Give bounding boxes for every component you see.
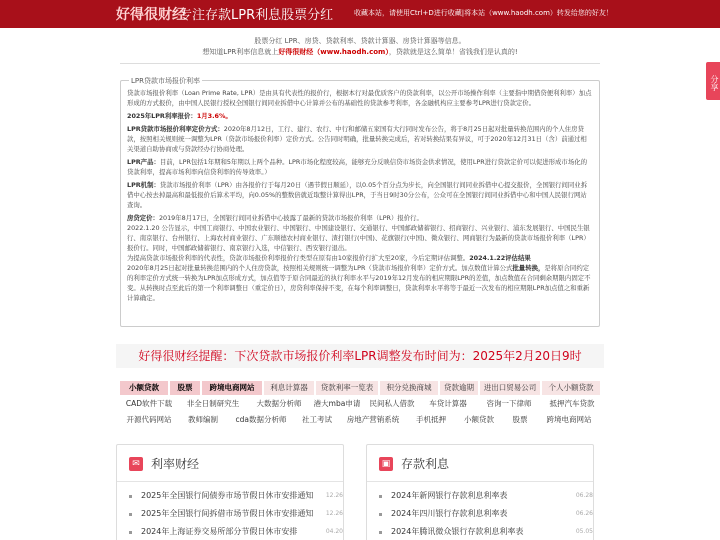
link-item[interactable]: 非全日制研究生 bbox=[186, 399, 240, 408]
rate-value: 1月3.6%。 bbox=[196, 112, 232, 120]
list-item[interactable] bbox=[379, 487, 593, 505]
intro-line-2 bbox=[120, 47, 600, 58]
article-paragraph bbox=[127, 111, 593, 121]
news-title[interactable]: 2025年全国银行间拆借市场节假日休市安排通知 bbox=[141, 509, 314, 518]
link-item[interactable]: 小额贷款 bbox=[464, 415, 494, 424]
link-item[interactable]: 手机抵押 bbox=[416, 415, 446, 424]
rate-icon: ✉ bbox=[129, 457, 143, 471]
link-item[interactable]: cda数据分析师 bbox=[235, 415, 287, 424]
top-header-bar bbox=[0, 0, 720, 28]
link-item[interactable]: 跨境电商网站 bbox=[546, 415, 592, 424]
link-item[interactable]: 教师编制 bbox=[188, 415, 218, 424]
intro-site-link[interactable]: 好得很财经（www.haodh.com） bbox=[278, 48, 389, 56]
quoting-bank-text: 为提高贷款市场报价利率的代表性，贷款市场报价利率报价行类型在原有由10家报价行扩大至20家，今后定期评估调整。 bbox=[127, 254, 470, 262]
pricing-label: LPR贷款市场报价利率定价方式： bbox=[127, 125, 224, 133]
lpr-release-reminder: 好得很财经提醒：下次贷款市场报价利率LPR调整发布时间为：2025年2月20日9时 bbox=[116, 344, 604, 368]
link-item[interactable]: 房地产营销系统 bbox=[346, 415, 400, 424]
link-item[interactable]: 跨境电商网站 bbox=[202, 381, 262, 395]
link-item[interactable]: 咨询一下律师 bbox=[486, 399, 532, 408]
bullet-icon bbox=[129, 513, 132, 516]
article-paragraph: 2022.1.20 公告显示，中国工商银行、中国农业银行、中国银行、中国建设银行、交通银行、中国邮政储蓄银行、招商银行、兴业银行、浦东发展银行、中国民生银行、南京银行、台州银行、上海农村商业银行、广东顺德农村商业银行、渣打银行(中国)、花旗银行(中国)、微众银行、网商银行为最新的贷款市场报价利率（LPR）报价行。同时，中国邮政储蓄银行、南京银行入选，中信银行、西安银行退出。 bbox=[127, 224, 590, 252]
conversion-text-pre: 2020年8月25日起对批量转换范围内的个人住房贷款，按照相关规则统一调整为LPR（贷款市场报价利率）定价方式。加点数值计算公式 bbox=[127, 264, 513, 272]
list-item[interactable] bbox=[129, 505, 343, 523]
link-item[interactable]: 利息计算器 bbox=[264, 381, 314, 395]
lpr-article-box bbox=[120, 77, 600, 327]
site-logo[interactable]: 好得很财经 bbox=[116, 7, 186, 23]
news-date: 06.26 bbox=[575, 510, 593, 517]
panel-title[interactable]: 利率财经 bbox=[151, 457, 200, 471]
mortgage-label: 房贷定价： bbox=[127, 214, 159, 222]
quick-links-grid bbox=[120, 381, 602, 429]
intro-line-1: 股票分红 LPR、房贷、贷款利率、贷款计算器、房贷计算器等信息。 bbox=[254, 37, 466, 45]
list-item[interactable] bbox=[129, 523, 343, 540]
bullet-icon bbox=[129, 495, 132, 498]
link-item[interactable]: 车贷计算器 bbox=[429, 399, 467, 408]
panel-title[interactable]: 存款利息 bbox=[401, 457, 450, 471]
bullet-icon bbox=[379, 513, 382, 516]
list-item[interactable] bbox=[379, 523, 593, 540]
pricing-text: 2020年8月12日，工行、建行、农行、中行和邮储五家国有大行同时发布公告，将于8月25日起对批量转换范围内的个人住房贷款，按照相关规则统一调整为LPR（贷款市场报价利率）定价方式。公告同时明确，批量转换完成后，若对转换结果有异议，可于2020年12月31日（含）前通过相关渠道自助协商或与贷款经办行协商处理。 bbox=[127, 125, 587, 153]
news-title[interactable]: 2024年上海证券交易所部分节假日休市安排 bbox=[141, 527, 298, 536]
article-box-title: LPR贷款市场报价利率 bbox=[131, 77, 200, 85]
bookmark-note: 收藏本站，请使用Ctrl+D进行收藏|将本站（www.haodh.com）转发给您的好友！ bbox=[354, 9, 613, 17]
mortgage-text: 2019年8月17日，全国银行间同业拆借中心披露了最新的贷款市场报价利率（LPR）报价行。 bbox=[158, 214, 423, 222]
link-item[interactable]: 积分兑换商城 bbox=[380, 381, 438, 395]
share-button[interactable]: 分享 bbox=[706, 62, 720, 100]
link-item[interactable]: 大数据分析师 bbox=[256, 399, 302, 408]
link-item[interactable]: CAD软件下载 bbox=[125, 399, 173, 408]
conversion-bold: 批量转换， bbox=[512, 264, 545, 272]
links-row-2 bbox=[120, 397, 602, 411]
link-item[interactable]: 股票 bbox=[512, 415, 528, 424]
link-item[interactable]: 社工考试 bbox=[302, 415, 332, 424]
news-date: 05.05 bbox=[575, 528, 593, 535]
site-slogan: 专注存款LPR利息股票分红 bbox=[179, 8, 334, 23]
links-row-1 bbox=[120, 381, 602, 395]
intro-line-2-post: ，贷款就是这么简单！省钱我们是认真的! bbox=[388, 48, 518, 56]
link-item[interactable]: 开源代码网站 bbox=[126, 415, 172, 424]
links-row-3 bbox=[120, 413, 602, 427]
article-paragraph bbox=[127, 124, 593, 154]
panel-divider bbox=[117, 481, 343, 482]
news-date: 06.28 bbox=[575, 492, 593, 499]
product-text: 目前，LPR包括1年期和5年期以上两个品种。LPR市场化程度较高，能够充分反映信贷市场资金供求情况，使用LPR进行贷款定价可以促进形成市场化的贷款利率，提高市场利率向信贷利率的传导效率。） bbox=[127, 158, 587, 176]
news-title[interactable]: 2025年全国银行间债券市场节假日休市安排通知 bbox=[141, 491, 314, 500]
list-item[interactable] bbox=[379, 505, 593, 523]
mechanism-label: LPR机制： bbox=[127, 181, 160, 189]
rate-label: 2025年LPR利率报价： bbox=[127, 112, 197, 120]
article-paragraph bbox=[127, 253, 593, 263]
product-label: LPR产品： bbox=[127, 158, 160, 166]
link-item[interactable]: 个人小额贷款 bbox=[542, 381, 600, 395]
bullet-icon bbox=[129, 531, 132, 534]
article-paragraph bbox=[127, 180, 593, 210]
article-paragraph bbox=[127, 263, 593, 303]
news-title[interactable]: 2024年四川银行存款利息利率表 bbox=[391, 509, 508, 518]
link-item[interactable]: 贷款逾期 bbox=[440, 381, 478, 395]
article-paragraph bbox=[127, 213, 593, 223]
news-date: 04.20 bbox=[325, 528, 343, 535]
intro-line-2-pre: 想知道LPR利率信息就上 bbox=[202, 48, 279, 56]
rate-finance-panel bbox=[116, 444, 344, 540]
link-item[interactable]: 港大mba申请 bbox=[313, 399, 361, 408]
bullet-icon bbox=[379, 531, 382, 534]
link-item[interactable]: 民间私人借款 bbox=[369, 399, 415, 408]
panel-divider bbox=[367, 481, 593, 482]
bullet-icon bbox=[379, 495, 382, 498]
list-item[interactable] bbox=[129, 487, 343, 505]
link-item[interactable]: 抵押汽车贷款 bbox=[549, 399, 595, 408]
mechanism-text: 贷款市场报价利率（LPR）由各报价行于每月20日（遇节假日顺延），以0.05个百分点为步长，向全国银行间同业拆借中心提交报价，全国银行间同业拆借中心按去掉最高和最低报价后算术平均，向0.05%的整数倍就近取整计算得出LPR，于当日9时30分公布，公众可在全国银行间同业拆借中心和中国人民银行网站查询。 bbox=[127, 181, 588, 209]
news-title[interactable]: 2024年新网银行存款利息利率表 bbox=[391, 491, 508, 500]
link-item[interactable]: 贷款利率一览表 bbox=[316, 381, 378, 395]
news-date: 12.26 bbox=[325, 510, 343, 517]
conversion-text-post: 是将原合同约定的利率定价方式统一转换为LPR加点形成方式，加点值等于原合同最近的执行利率水平与2019年12月发布的相应期限LPR的差值，加点数值在合同剩余期限内固定不变。从转换时点至此后的第一个利率调整日（重定价日），房贷利率保持不变，在每个利率调整日，贷款利率水平将等于最近一次发布的相应期限LPR加点值之和重新计算确定。 bbox=[127, 264, 591, 302]
deposit-icon: ▣ bbox=[379, 457, 393, 471]
news-title[interactable]: 2024年腾讯微众银行存款利息利率表 bbox=[391, 527, 524, 536]
link-item[interactable]: 进出口贸易公司 bbox=[480, 381, 540, 395]
news-date: 12.26 bbox=[325, 492, 343, 499]
article-paragraph bbox=[127, 157, 593, 177]
intro-text bbox=[120, 36, 600, 64]
article-paragraph: 贷款市场报价利率（Loan Prime Rate, LPR）是由具有代表性的报价行，根据本行对最优质客户的贷款利率，以公开市场操作利率（主要指中期借贷便利利率）加点形成的方式报价，由中国人民银行授权全国银行间同业拆借中心计算并公布的基础性的贷款参考利率，各金融机构应主要参考LPR进行贷款定价。 bbox=[127, 89, 592, 107]
link-item[interactable]: 小额贷款 bbox=[120, 381, 168, 395]
evaluation-result: 2024.1.22评估结果 bbox=[469, 254, 531, 262]
deposit-interest-panel bbox=[366, 444, 594, 540]
link-item[interactable]: 股票 bbox=[170, 381, 200, 395]
